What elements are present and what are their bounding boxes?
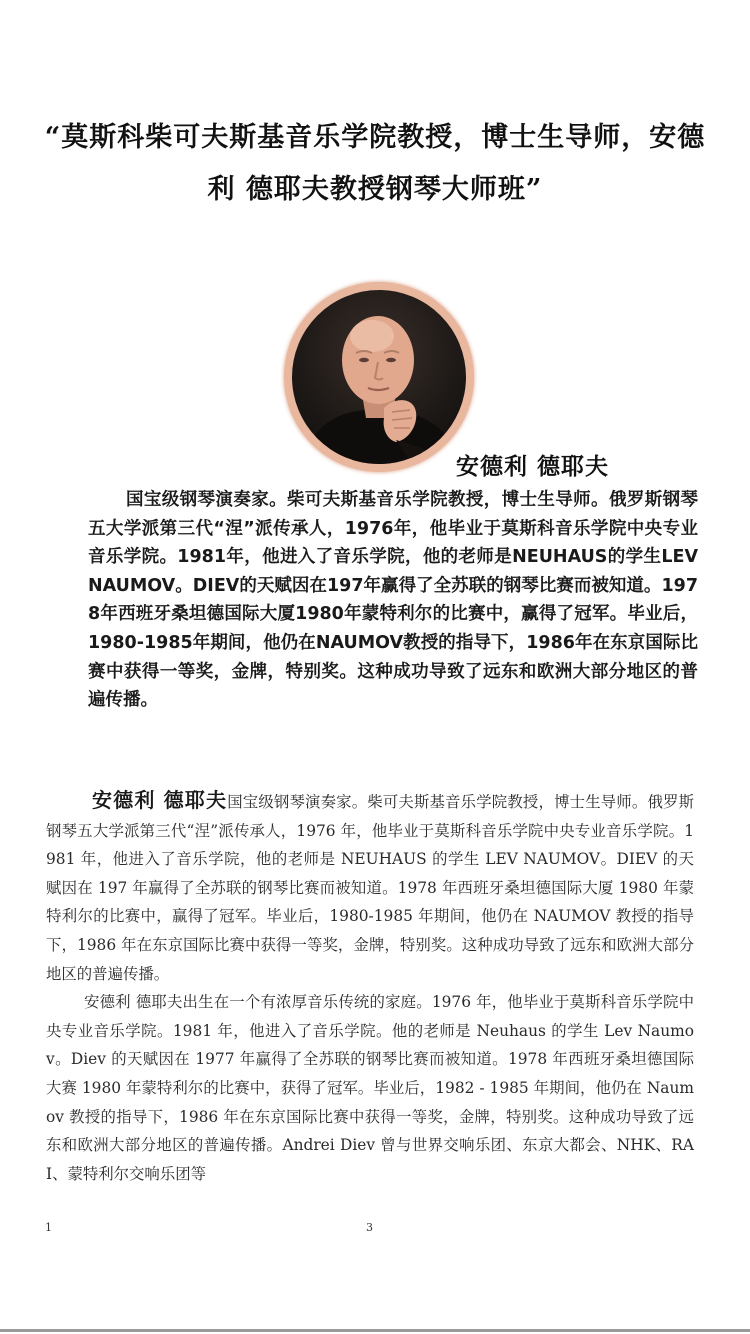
document-title: “莫斯科柴可夫斯基音乐学院教授，博士生导师，安德利 德耶夫教授钢琴大师班”: [44, 122, 706, 205]
body-paragraph-1-text: 国宝级钢琴演奏家。柴可夫斯基音乐学院教授，博士生导师。俄罗斯钢琴五大学派第三代“涅”派传承人，1976 年，他毕业于莫斯科音乐学院中央专业音乐学院。1981 年，他进入了音乐学院，他的老师是 NEUHAUS 的学生 LEV NAUMOV。DIEV 的天赋因在 197 年赢得了全苏联的钢琴比赛而被知道。1978 年西班牙桑坦德国际大厦 1980 年蒙特利尔的比赛中，赢得了冠军。毕业后，1980-1985 年期间，他仍在 NAUMOV 教授的指导下，1986 年在东京国际比赛中获得一等奖，金牌，特别奖。这种成功导致了远东和欧洲大部分地区的普遍传播。: [46, 793, 694, 983]
page-number-left: 1: [45, 1221, 52, 1234]
body-paragraph-1: [46, 786, 694, 988]
body-text: [46, 786, 694, 1188]
portrait-photo: [292, 290, 466, 464]
page-bottom-divider: [0, 1329, 750, 1332]
body-paragraph-2: 安德利 德耶夫出生在一个有浓厚音乐传统的家庭。1976 年，他毕业于莫斯科音乐学院中央专业音乐学院。1981 年，他进入了音乐学院。他的老师是 Neuhaus 的学生 Lev Naumov。Diev 的天赋因在 1977 年赢得了全苏联的钢琴比赛而被知道。1978 年西班牙桑坦德国际大赛 1980 年蒙特利尔的比赛中，获得了冠军。毕业后，1982 - 1985 年期间，他仍在 Naumov 教授的指导下，1986 年在东京国际比赛中获得一等奖，金牌，特别奖。这种成功导致了远东和欧洲大部分地区的普遍传播。Andrei Diev 曾与世界交响乐团、东京大都会、NHK、RAI、蒙特利尔交响乐团等: [46, 993, 694, 1183]
portrait-caption: 安德利 德耶夫: [456, 454, 610, 480]
body-lead-name: 安德利 德耶夫: [92, 788, 228, 812]
bio-summary: 国宝级钢琴演奏家。柴可夫斯基音乐学院教授，博士生导师。俄罗斯钢琴五大学派第三代“涅”派传承人，1976年，他毕业于莫斯科音乐学院中央专业音乐学院。1981年，他进入了音乐学院，他的老师是NEUHAUS的学生LEV NAUMOV。DIEV的天赋因在197年赢得了全苏联的钢琴比赛而被知道。1978年西班牙桑坦德国际大厦1980年蒙特利尔的比赛中，赢得了冠军。毕业后，1980-1985年期间，他仍在NAUMOV教授的指导下，1986年在东京国际比赛中获得一等奖，金牌，特别奖。这种成功导致了远东和欧洲大部分地区的普遍传播。: [88, 490, 698, 711]
portrait-illustration: [292, 290, 466, 464]
page-number-center: 3: [366, 1221, 373, 1234]
